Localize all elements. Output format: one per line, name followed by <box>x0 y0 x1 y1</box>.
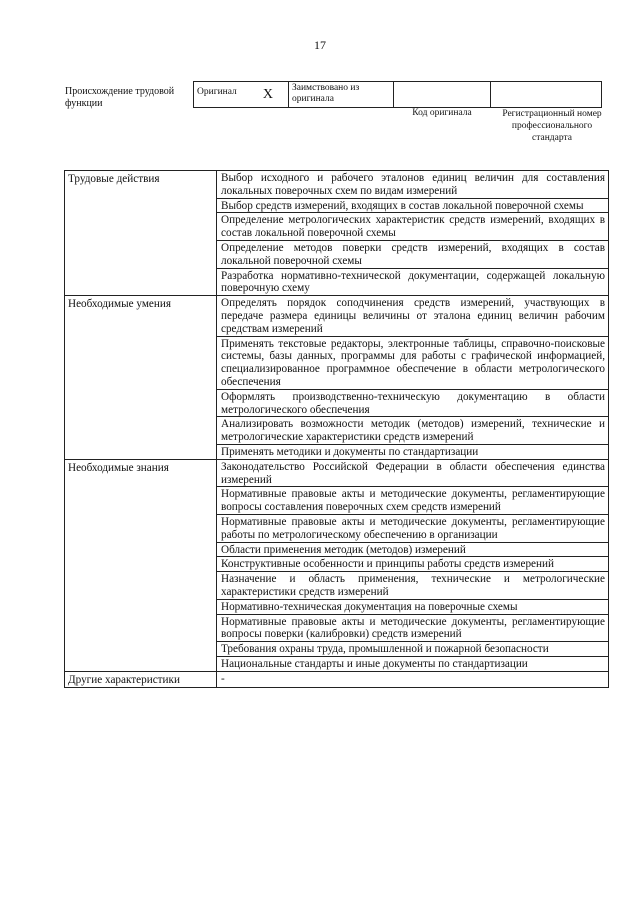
origin-table <box>193 81 602 108</box>
section-item: Определять порядок соподчинения средств измерений, участвующих в передаче размера единицы величины от эталона единиц величин рабочим средствам измерений <box>217 296 609 336</box>
section-item: Требования охраны труда, промышленной и пожарной безопасности <box>217 642 609 657</box>
section-item: - <box>217 671 609 688</box>
table-row <box>65 671 609 688</box>
section-item: Разработка нормативно-технической документации, содержащей локальную поверочную схему <box>217 268 609 296</box>
section-item: Оформлять производственно-техническую документацию в области метрологического обеспечения <box>217 389 609 417</box>
section-title: Трудовые действия <box>65 171 217 296</box>
section-item: Определение метрологических характеристик средств измерений, входящих в состав локальной поверочной схемы <box>217 213 609 241</box>
section-item: Области применения методик (методов) измерений <box>217 542 609 557</box>
table-row <box>65 171 609 199</box>
table-row <box>65 459 609 487</box>
borrowed-cell <box>289 82 394 108</box>
origin-label: Происхождение трудовой функции <box>65 86 175 109</box>
original-code-caption: Код оригинала <box>412 108 472 118</box>
original-cell <box>194 82 289 108</box>
section-item: Нормативно-техническая документация на поверочные схемы <box>217 599 609 614</box>
borrowed-label: Заимствовано из оригинала <box>292 83 360 104</box>
section-item: Анализировать возможности методик (методов) измерений, технические и метрологические характеристики средств измерений <box>217 417 609 445</box>
section-item: Нормативные правовые акты и методические документы, регламентирующие вопросы поверки (калибровки) средств измерений <box>217 614 609 642</box>
section-item: Конструктивные особенности и принципы работы средств измерений <box>217 557 609 572</box>
section-item: Назначение и область применения, технические и метрологические характеристики средств измерений <box>217 572 609 600</box>
registration-number-caption: Регистрационный номер профессионального стандарта <box>502 109 602 143</box>
original-mark: X <box>262 86 273 102</box>
original-label: Оригинал <box>197 86 237 97</box>
section-title: Другие характеристики <box>65 671 217 688</box>
section-item: Выбор исходного и рабочего эталонов единиц величин для составления локальных поверочных схем по видам измерений <box>217 171 609 199</box>
registration-number-cell <box>491 82 602 108</box>
section-item: Нормативные правовые акты и методические документы, регламентирующие вопросы составления поверочных схем средств измерений <box>217 487 609 515</box>
section-item: Применять текстовые редакторы, электронные таблицы, справочно-поисковые системы, базы данных, программы для работы с графической информацией, специализированное программное обеспечение в области метрологического обеспечения <box>217 336 609 389</box>
section-item: Применять методики и документы по стандартизации <box>217 444 609 459</box>
section-item: Определение методов поверки средств измерений, входящих в состав локальной поверочной схемы <box>217 240 609 268</box>
section-item: Национальные стандарты и иные документы по стандартизации <box>217 656 609 671</box>
page-number: 17 <box>314 38 326 52</box>
labor-function-table <box>64 170 609 688</box>
section-item: Нормативные правовые акты и методические документы, регламентирующие работы по метрологическому обеспечению в организации <box>217 514 609 542</box>
table-row <box>65 296 609 336</box>
section-title: Необходимые умения <box>65 296 217 460</box>
original-code-cell <box>394 82 491 108</box>
section-item: Законодательство Российской Федерации в области обеспечения единства измерений <box>217 459 609 487</box>
section-item: Выбор средств измерений, входящих в состав локальной поверочной схемы <box>217 198 609 213</box>
labor-function-body <box>65 171 609 688</box>
section-title: Необходимые знания <box>65 459 217 671</box>
